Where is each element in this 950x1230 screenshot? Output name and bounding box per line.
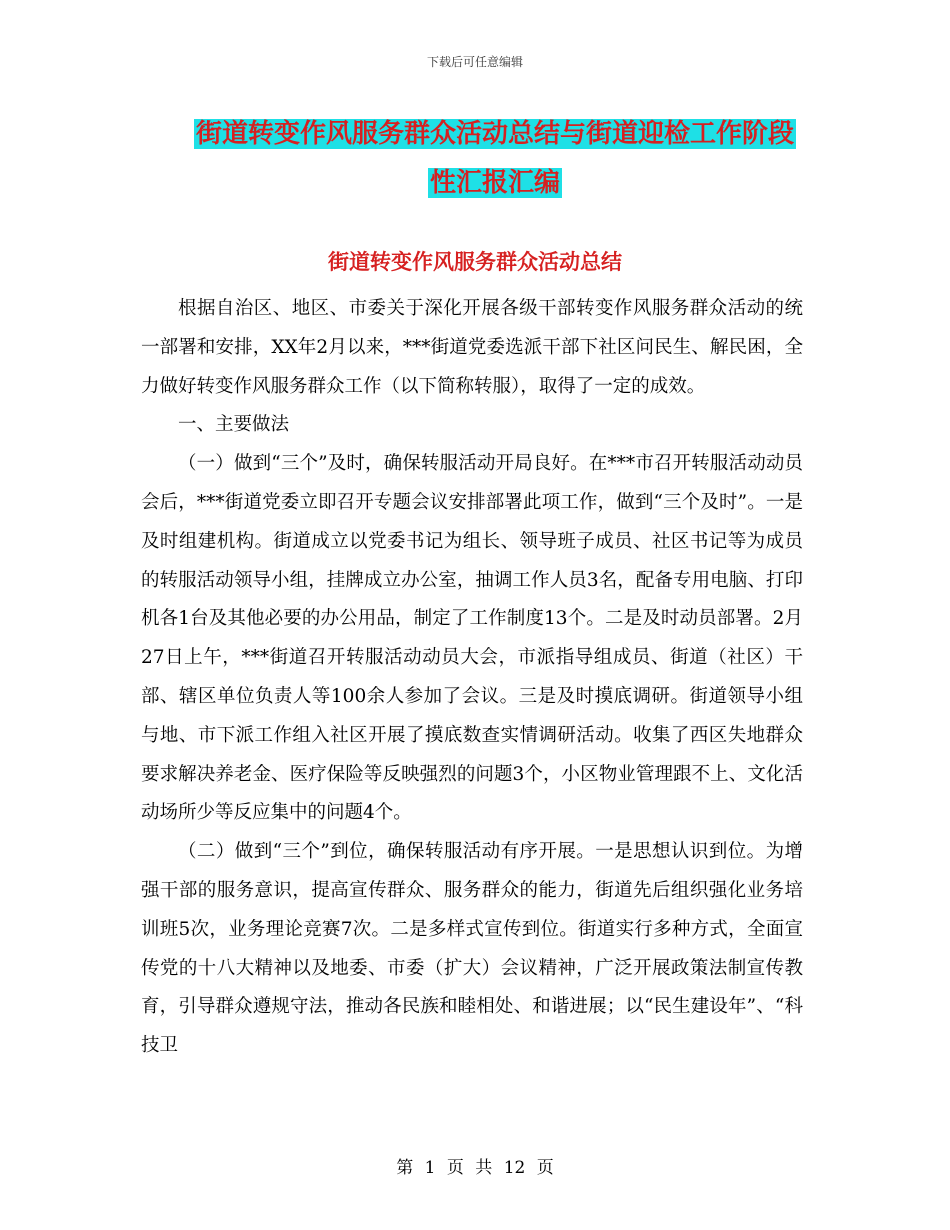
document-title bbox=[175, 110, 815, 208]
heading-main-practices: 一、主要做法 bbox=[178, 414, 290, 436]
paragraph-section-one: （一）做到“三个”及时，确保转服活动开局良好。在***市召开转服活动动员会后，***街道党委立即召开专题会议安排部署此项工作，做到“三个及时”。一是及时组建机构。街道成立以党委书记为组长、领导班子成员、社区书记等为成员的转服活动领导小组，挂牌成立办公室，抽调工作人员3名，配备专用电脑、打印机各1台及其他必要的办公用品，制定了工作制度13个。二是及时动员部署。2月27日上午，***街道召开转服活动动员大会，市派指导组成员、街道（社区）干部、辖区单位负责人等100余人参加了会议。三是及时摸底调研。街道领导小组与地、市下派工作组入社区开展了摸底数查实情调研活动。收集了西区失地群众要求解决养老金、医疗保险等反映强烈的问题3个，小区物业管理跟不上、文化活动场所少等反应集中的问题4个。 bbox=[141, 453, 803, 824]
section-title: 街道转变作风服务群众活动总结 bbox=[328, 249, 622, 274]
header-note: 下载后可任意编辑 bbox=[426, 55, 523, 69]
page-footer: 第 1 页 共 12 页 bbox=[396, 1158, 554, 1178]
paragraph-intro: 根据自治区、地区、市委关于深化开展各级干部转变作风服务群众活动的统一部署和安排，XX年2月以来，***街道党委选派干部下社区问民生、解民困，全力做好转变作风服务群众工作（以下简称转服），取得了一定的成效。 bbox=[141, 298, 803, 397]
paragraph-section-two: （二）做到“三个”到位，确保转服活动有序开展。一是思想认识到位。为增强干部的服务意识，提高宣传群众、服务群众的能力，街道先后组织强化业务培训班5次，业务理论竞赛7次。二是多样式宣传到位。街道实行多种方式，全面宣传党的十八大精神以及地委、市委（扩大）会议精神，广泛开展政策法制宣传教育，引导群众遵规守法，推动各民族和睦相处、和谐进展；以“民生建设年”、“科技卫 bbox=[141, 841, 803, 1057]
title-line-2: 性汇报汇编 bbox=[429, 168, 560, 198]
title-line-1: 街道转变作风服务群众活动总结与街道迎检工作阶段 bbox=[195, 119, 794, 149]
document-body bbox=[141, 290, 803, 1066]
